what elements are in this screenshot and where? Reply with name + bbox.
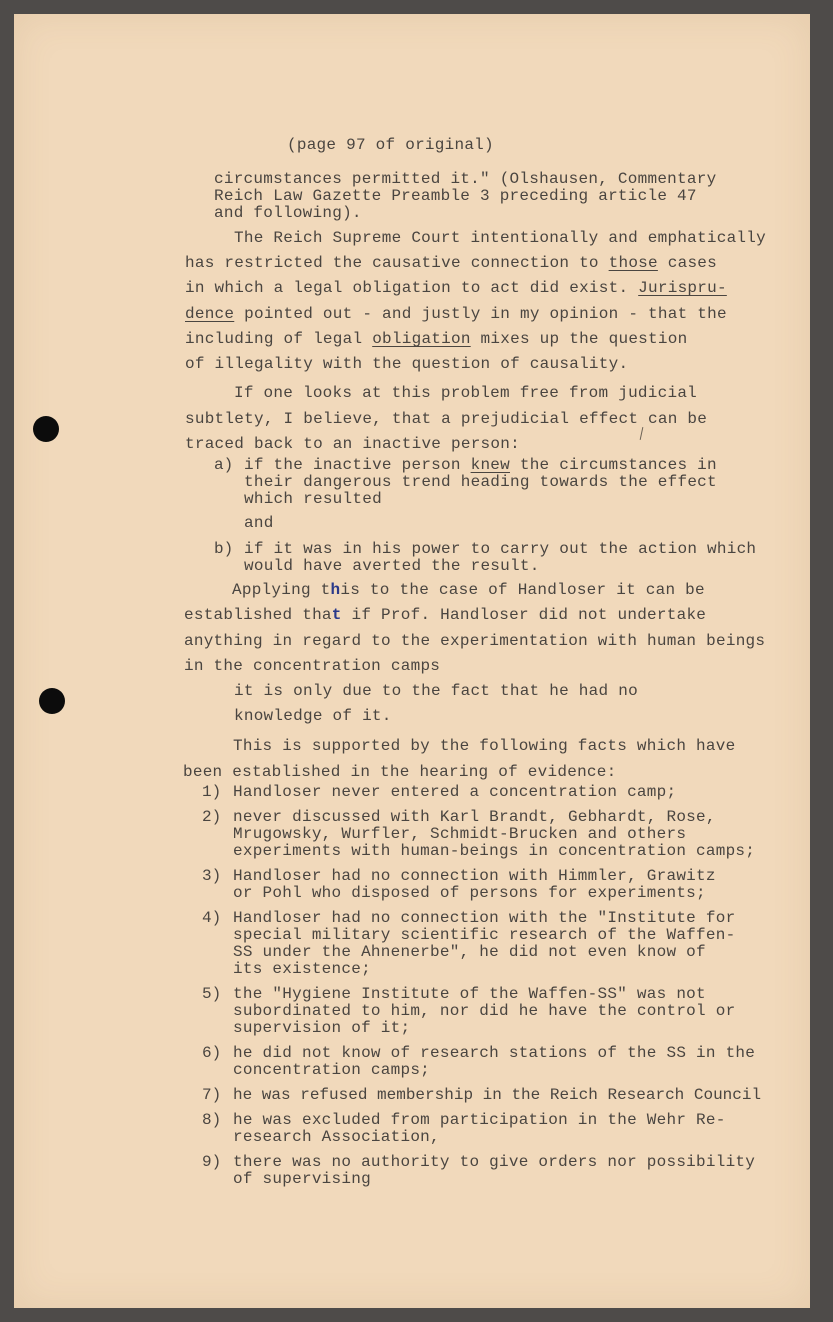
- paragraph-1-line: in which a legal obligation to act did exist. Jurispru-: [185, 279, 727, 297]
- fact-number: 1): [202, 783, 222, 801]
- condition-a-label: a): [214, 456, 234, 474]
- paragraph-4: This is supported by the following facts which have been established in the hearing of evidence:: [183, 737, 736, 781]
- paragraph-3-line: knowledge of it.: [234, 707, 392, 725]
- fact-item: Handloser had no connection with Himmler, Grawitz or Pohl who disposed of persons for experiments;: [233, 867, 716, 902]
- punch-hole: [39, 688, 65, 714]
- paragraph-3-line: in the concentration camps: [184, 657, 441, 675]
- paragraph-3-line: Applying this to the case of Handloser it can be: [232, 581, 705, 599]
- paragraph-3-line: anything in regard to the experimentation with human beings: [184, 632, 766, 650]
- condition-a-text: if the inactive person knew the circumstances in: [244, 456, 717, 474]
- fact-item: he was excluded from participation in the Wehr Re- research Association,: [233, 1111, 726, 1146]
- fact-item: the "Hygiene Institute of the Waffen-SS" was not subordinated to him, nor did he have the control or supervision of it;: [233, 985, 736, 1037]
- punch-hole: [33, 416, 59, 442]
- fact-number: 8): [202, 1111, 222, 1129]
- and-word: and: [244, 514, 274, 532]
- intro-quote: circumstances permitted it." (Olshausen, Commentary Reich Law Gazette Preamble 3 preceding article 47 and following).: [214, 170, 717, 222]
- paragraph-1-line: of illegality with the question of causality.: [185, 355, 629, 373]
- fact-item: he did not know of research stations of the SS in the concentration camps;: [233, 1044, 756, 1079]
- fact-number: 7): [202, 1086, 222, 1104]
- fact-number: 6): [202, 1044, 222, 1062]
- fact-item: Handloser had no connection with the "Institute for special military scientific research of the Waffen- SS under the Ahnenerbe", he did not even know of its existence;: [233, 909, 736, 978]
- paragraph-1-line: The Reich Supreme Court intentionally and emphatically: [234, 229, 766, 247]
- page-header: (page 97 of original): [287, 136, 494, 154]
- fact-number: 4): [202, 909, 222, 927]
- paragraph-1-line: has restricted the causative connection to those cases: [185, 254, 717, 272]
- condition-a-text: their dangerous trend heading towards the effect which resulted: [244, 473, 717, 508]
- fact-item: there was no authority to give orders nor possibility of supervising: [233, 1153, 756, 1188]
- condition-b-label: b): [214, 540, 234, 558]
- fact-number: 3): [202, 867, 222, 885]
- condition-b-text: if it was in his power to carry out the action which would have averted the result.: [244, 540, 757, 575]
- paragraph-1-line: including of legal obligation mixes up the question: [185, 330, 688, 348]
- paragraph-3-line: established that if Prof. Handloser did not undertake: [184, 606, 707, 624]
- paragraph-2: If one looks at this problem free from judicial subtlety, I believe, that a prejudicial effect can be traced back to an inactive person:: [185, 384, 708, 453]
- fact-number: 5): [202, 985, 222, 1003]
- fact-item: he was refused membership in the Reich Research Council: [233, 1086, 762, 1104]
- paragraph-3-line: it is only due to the fact that he had no: [234, 682, 638, 700]
- fact-item: Handloser never entered a concentration camp;: [233, 783, 677, 801]
- paragraph-1-line: dence pointed out - and justly in my opinion - that the: [185, 305, 727, 323]
- fact-number: 2): [202, 808, 222, 826]
- fact-item: never discussed with Karl Brandt, Gebhardt, Rose, Mrugowsky, Wurfler, Schmidt-Brucken and others experiments with human-beings in concentration camps;: [233, 808, 756, 860]
- fact-number: 9): [202, 1153, 222, 1171]
